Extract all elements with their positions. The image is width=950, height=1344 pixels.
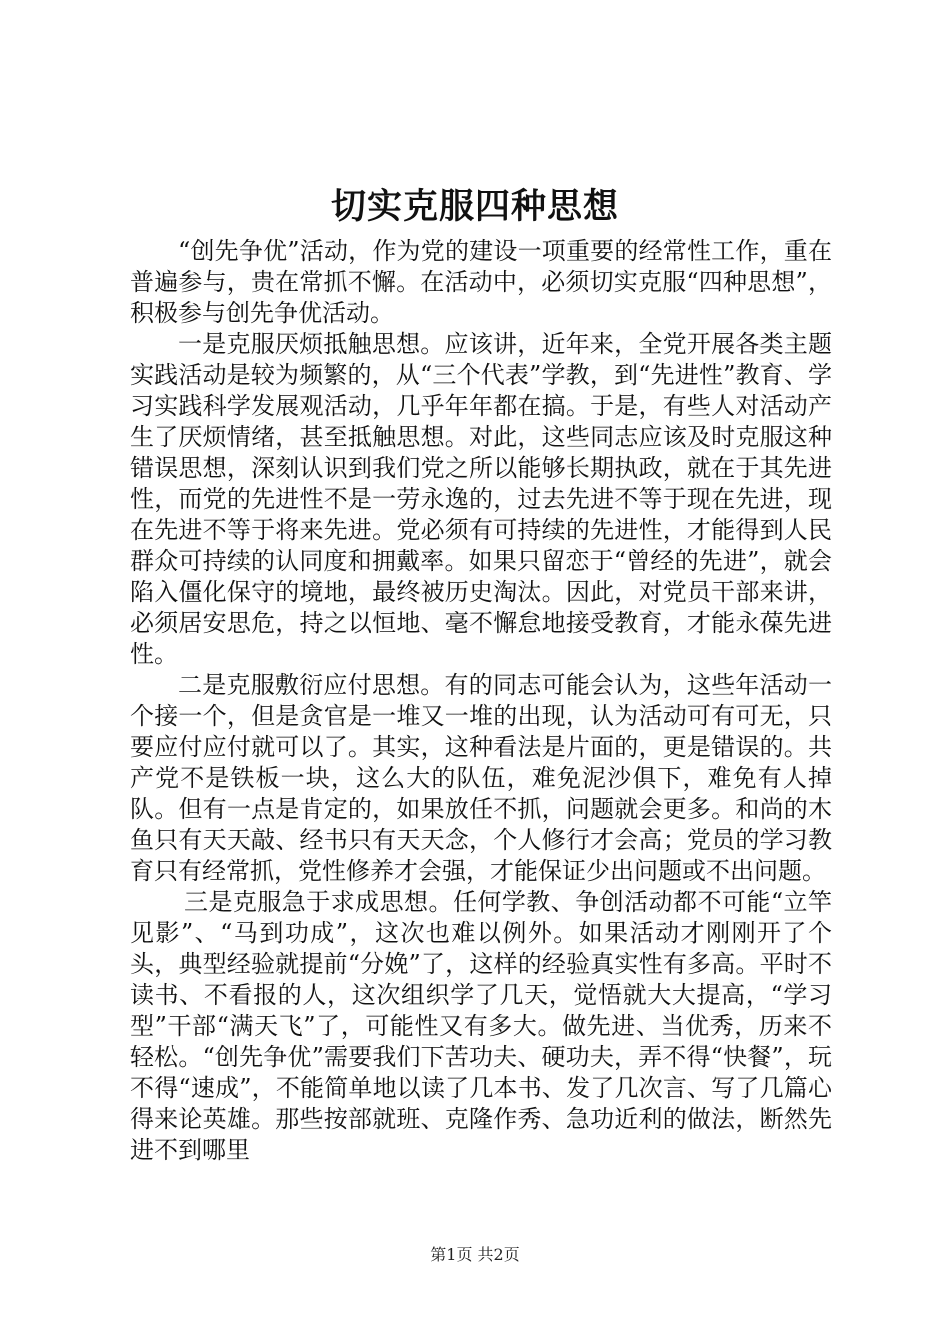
- paragraph-point-two: 二是克服敷衍应付思想。有的同志可能会认为，这些年活动一个接一个，但是贪官是一堆又一堆的出现，认为活动可有可无，只要应付应付就可以了。其实，这种看法是片面的，更是错误的。共产党不是铁板一块，这么大的队伍，难免泥沙俱下，难免有人掉队。但有一点是肯定的，如果放任不抓，问题就会更多。和尚的木鱼只有天天敲、经书只有天天念，个人修行才会高；党员的学习教育只有经常抓，党性修养才会强，才能保证少出问题或不出问题。: [130, 671, 832, 885]
- document-title: 切实克服四种思想: [330, 186, 619, 227]
- paragraph-point-one: 一是克服厌烦抵触思想。应该讲，近年来，全党开展各类主题实践活动是较为频繁的，从“三个代表”学教，到“先进性”教育、学习实践科学发展观活动，几乎年年都在搞。于是，有些人对活动产生了厌烦情绪，甚至抵触思想。对此，这些同志应该及时克服这种错误思想，深刻认识到我们党之所以能够长期执政，就在于其先进性，而党的先进性不是一劳永逸的，过去先进不等于现在先进，现在先进不等于将来先进。党必须有可持续的先进性，才能得到人民群众可持续的认同度和拥戴率。如果只留恋于“曾经的先进”，就会陷入僵化保守的境地，最终被历史淘汰。因此，对党员干部来讲，必须居安思危，持之以恒地、毫不懈怠地接受教育，才能永葆先进性。: [130, 330, 832, 668]
- page-footer: 第1页 共2页: [430, 1245, 520, 1264]
- document-body: [130, 236, 832, 1166]
- paragraph-intro: “创先争优”活动，作为党的建设一项重要的经常性工作，重在普遍参与，贵在常抓不懈。在活动中，必须切实克服“四种思想”，积极参与创先争优活动。: [130, 237, 832, 327]
- paragraph-point-three: 三是克服急于求成思想。任何学教、争创活动都不可能“立竿见影”、“马到功成”，这次也难以例外。如果活动才刚刚开了个头，典型经验就提前“分娩”了，这样的经验真实性有多高。平时不读书、不看报的人，这次组织学了几天，觉悟就大大提高，“学习型”干部“满天飞”了，可能性又有多大。做先进、当优秀，历来不轻松。“创先争优”需要我们下苦功夫、硬功夫，弄不得“快餐”，玩不得“速成”，不能简单地以读了几本书、发了几次言、写了几篇心得来论英雄。那些按部就班、克隆作秀、急功近利的做法，断然先进不到哪里: [130, 888, 832, 1164]
